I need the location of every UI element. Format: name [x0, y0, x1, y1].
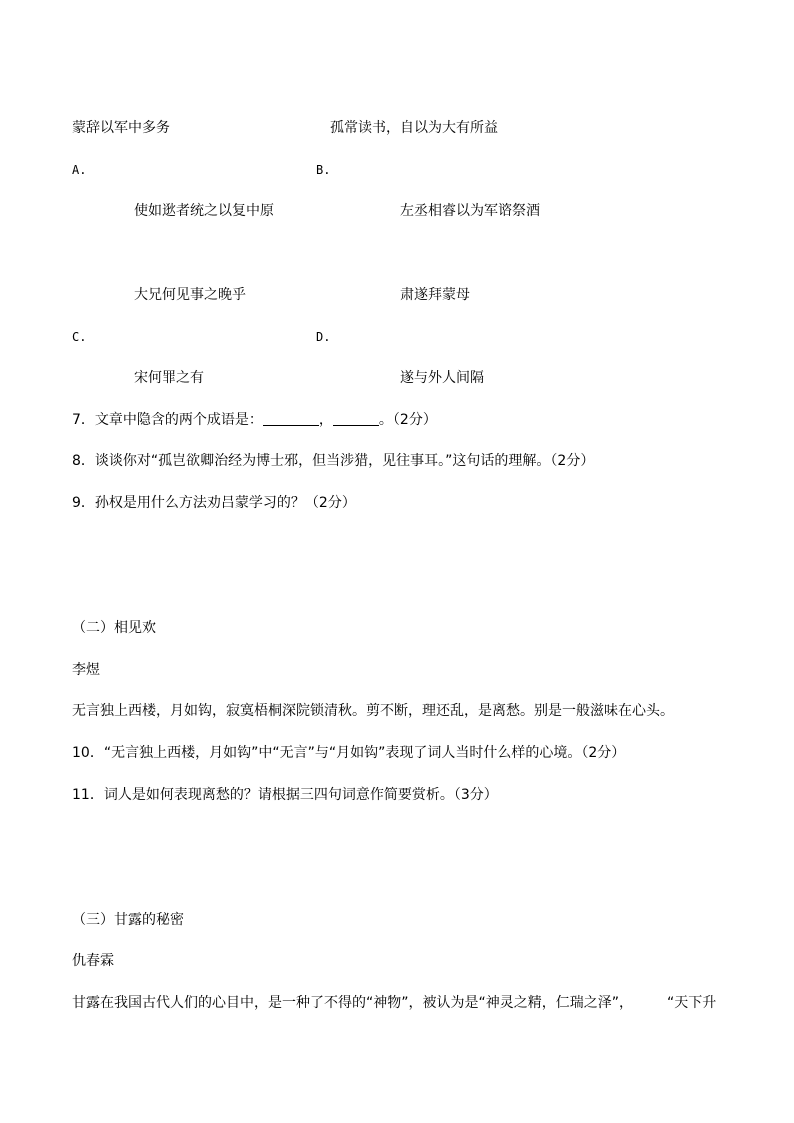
section-2-heading: （二）相见欢 [72, 620, 156, 636]
section-3-author: 仇春霖 [72, 953, 114, 969]
section-3-heading: （三）甘露的秘密 [72, 912, 184, 928]
option-d-line2: 遂与外人间隔 [400, 370, 484, 386]
option-a-line1: 蒙辞以军中多务 [72, 120, 170, 136]
question-9: 9．孙权是用什么方法劝吕蒙学习的？（2分） [72, 495, 356, 511]
option-b-line2: 左丞相睿以为军谘祭酒 [400, 203, 540, 219]
passage-text-start: 甘露在我国古代人们的心目中，是一种了不得的“神物”，被认为是“神灵之精，仁瑞之泽”， [72, 995, 634, 1011]
option-d-line1: 肃遂拜蒙母 [400, 287, 470, 303]
option-d-label: D. [316, 330, 331, 344]
question-7 [72, 410, 437, 430]
section-2-author: 李煜 [72, 662, 100, 678]
poem-text: 无言独上西楼，月如钩，寂寞梧桐深院锁清秋。剪不断，理还乱，是离愁。别是一般滋味在心头。 [72, 703, 674, 719]
question-10: 10．“无言独上西楼，月如钩”中“无言”与“月如钩”表现了词人当时什么样的心境。（2分） [72, 745, 626, 761]
passage-text-continued: “天下升 [667, 995, 717, 1011]
question-7-suffix: 。（2分） [378, 412, 437, 428]
question-11: 11．词人是如何表现离愁的？请根据三四句词意作简要赏析。（3分） [72, 787, 498, 803]
answer-blank-1[interactable] [263, 411, 319, 426]
answer-blank-2[interactable] [333, 411, 379, 426]
option-b-line1: 孤常读书，自以为大有所益 [330, 120, 498, 136]
option-b-label: B. [316, 163, 331, 177]
option-a-label: A. [72, 163, 87, 177]
question-7-separator: ， [318, 412, 333, 428]
option-c-label: C. [72, 330, 87, 344]
option-c-line1: 大兄何见事之晚乎 [134, 287, 246, 303]
question-7-prefix: 7．文章中隐含的两个成语是： [72, 412, 263, 428]
question-8: 8．谈谈你对“孤岂欲卿治经为博士邪，但当涉猎，见往事耳。”这句话的理解。（2分） [72, 453, 595, 469]
option-c-line2: 宋何罪之有 [134, 370, 204, 386]
option-a-line2: 使如逖者统之以复中原 [134, 203, 274, 219]
